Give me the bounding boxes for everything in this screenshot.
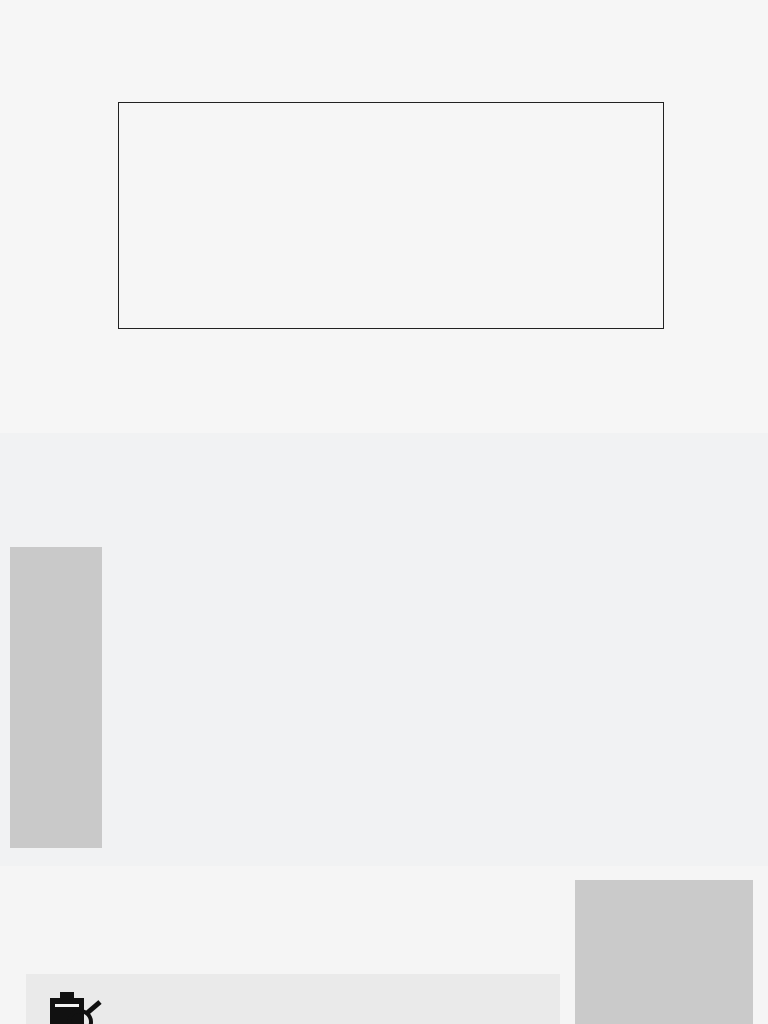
- number-panel: [10, 547, 102, 848]
- objectives-slide: [0, 433, 768, 866]
- relation-slide: [0, 866, 768, 1024]
- clipboard-icon: [40, 992, 104, 1024]
- title-frame: [118, 102, 664, 329]
- title-slide: [0, 0, 768, 433]
- wave-line-art-right: [0, 433, 768, 866]
- relation-side-panel: [575, 880, 753, 1024]
- definition-card: [26, 974, 560, 1024]
